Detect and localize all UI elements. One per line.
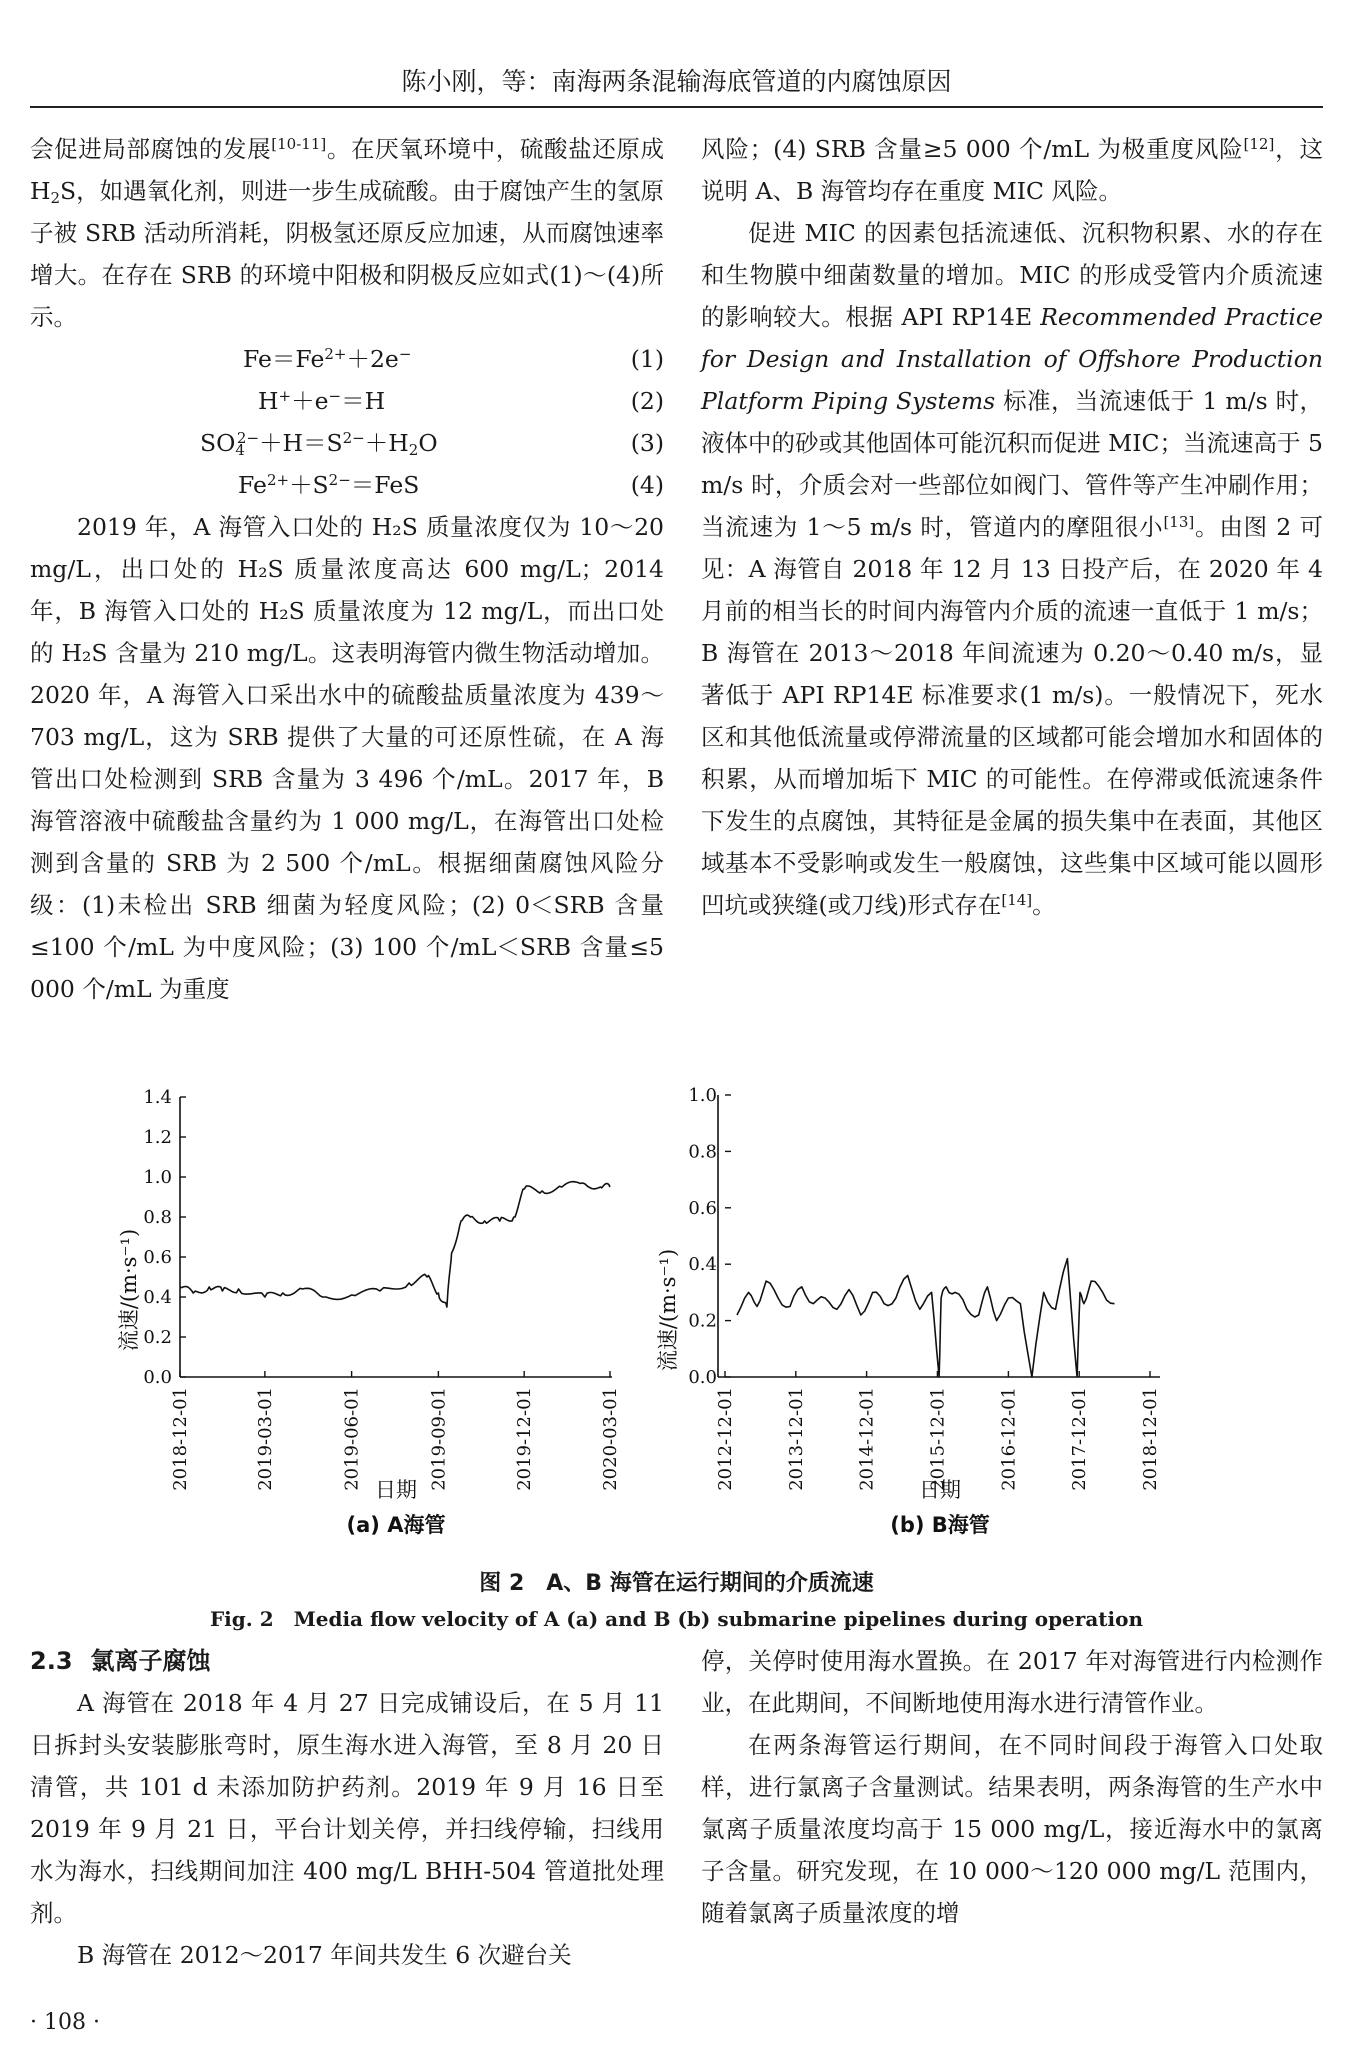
right-column-bottom: [701, 1640, 1323, 1934]
x-tick-label: 2018-12-01: [170, 1387, 191, 1491]
paragraph: A 海管在 2018 年 4 月 27 日完成铺设后，在 5 月 11 日拆封头安装膨胀弯时，原生海水进入海管，至 8 月 20 日清管，共 101 d 未添加防护药剂。2019 年 9 月 16 日至 2019 年 9 月 21 日，平台计划关停，并扫线停输，扫线用水为海水，扫线期间加注 400 mg/L BHH-504 管道批处理剂。: [30, 1689, 664, 1927]
left-column-bottom: [30, 1640, 664, 1976]
y-tick-label: 1.4: [143, 1087, 172, 1108]
x-tick-label: 2019-06-01: [341, 1387, 363, 1491]
chart-b: [650, 1080, 1290, 1540]
left-column: [30, 128, 664, 1010]
x-tick-label: 2016-12-01: [998, 1387, 1020, 1491]
y-axis-label: 流速/(m·s⁻¹): [656, 1248, 680, 1372]
y-tick-label: 0.8: [143, 1207, 172, 1228]
x-axis-label: 日期: [919, 1478, 961, 1502]
y-tick-label: 0.0: [688, 1367, 717, 1388]
paragraph: 会促进局部腐蚀的发展[10-11]。在厌氧环境中，硫酸盐还原成 $H_2S$，如遇氧化剂，则进一步生成硫酸。由于腐蚀产生的氢原子被 SRB 活动所消耗，阴极氢还原反应加速，从而腐蚀速率增大。在存在 SRB 的环境中阳极和阴极反应如式(1)～(4)所示。: [30, 135, 665, 331]
x-tick-label: 2015-12-01: [927, 1387, 949, 1491]
y-axis-label: 流速/(m·s⁻¹): [117, 1228, 141, 1352]
x-tick-label: 2014-12-01: [856, 1387, 878, 1491]
y-tick-label: 0.6: [688, 1197, 717, 1219]
y-tick-label: 1.2: [143, 1127, 172, 1148]
paragraph: 2019 年，A 海管入口处的 H₂S 质量浓度仅为 10～20 mg/L，出口处的 H₂S 质量浓度高达 600 mg/L；2014 年，B 海管入口处的 H₂S 质量浓度为 12 mg/L，而出口处的 H₂S 含量为 210 mg/L。这表明海管内微生物活动增加。2020 年，A 海管入口采出水中的硫酸盐质量浓度为 439～703 mg/L，这为 SRB 提供了大量的可还原性硫，在 A 海管出口处检测到 SRB 含量为 3 496 个/mL。2017 年，B 海管溶液中硫酸盐含量约为 1 000 mg/L，在海管出口处检测到含量的 SRB 为 2 500 个/mL。根据细菌腐蚀风险分级：(1)未检出 SRB 细菌为轻度风险；(2) 0＜SRB 含量≤100 个/mL 为中度风险；(3) 100 个/mL＜SRB 含量≤5 000 个/mL 为重度: [30, 513, 664, 1003]
figure-caption-en: Fig. 2 Media flow velocity of A (a) and B (b) submarine pipelines during operation: [209, 1607, 1143, 1631]
x-axis-label: 日期: [375, 1478, 417, 1502]
paragraph: 风险；(4) SRB 含量≥5 000 个/mL 为极重度风险[12]，这说明 A、B 海管均存在重度 MIC 风险。: [701, 135, 1323, 205]
y-tick-label: 0.6: [143, 1247, 172, 1268]
paragraph: 在两条海管运行期间，在不同时间段于海管入口处取样，进行氯离子含量测试。结果表明，两条海管的生产水中氯离子质量浓度均高于 15 000 mg/L，接近海水中的氯离子含量。研究发现，在 10 000～120 000 mg/L 范围内，随着氯离子质量浓度的增: [701, 1731, 1323, 1927]
equation-1: $Fe=Fe^{2+}+2e^-$ (1): [243, 345, 664, 373]
x-tick-label: 2019-12-01: [514, 1387, 536, 1491]
chart-subtitle: (b) B海管: [890, 1513, 990, 1537]
y-tick-label: 1.0: [143, 1167, 172, 1188]
x-tick-label: 2020-03-01: [600, 1387, 621, 1491]
header-rule: [30, 106, 1323, 108]
x-tick-label: 2019-03-01: [254, 1387, 276, 1491]
section-heading: 2.3 氯离子腐蚀: [30, 1647, 211, 1675]
paragraph: B 海管在 2012～2017 年间共发生 6 次避台关: [77, 1941, 572, 1969]
y-tick-label: 0.2: [143, 1327, 172, 1348]
equation-2: H+＋e−＝H (2): [258, 387, 664, 415]
running-header: 陈小刚，等：南海两条混输海底管道的内腐蚀原因: [401, 67, 952, 96]
y-tick-label: 0.4: [688, 1254, 717, 1276]
paragraph: 促进 MIC 的因素包括流速低、沉积物积累、水的存在和生物膜中细菌数量的增加。MIC 的形成受管内介质流速的影响较大。根据 API RP14E Recommended Practice for Design and Installation of Offshore Production Platform Piping Systems 标准，当流速低于 1 m/s 时，液体中的砂或其他固体可能沉积而促进 MIC；当流速高于 5 m/s 时，介质会对一些部位如阀门、管件等产生冲刷作用；当流速为 1～5 m/s 时，管道内的摩阻很小[13]。由图 2 可见：A 海管自 2018 年 12 月 13 日投产后，在 2020 年 4 月前的相当长的时间内海管内介质的流速一直低于 1 m/s；B 海管在 2013～2018 年间流速为 0.20～0.40 m/s，显著低于 API RP14E 标准要求(1 m/s)。一般情况下，死水区和其他低流量或停滞流量的区域都可能会增加水和固体的积累，从而增加垢下 MIC 的可能性。在停滞或低流速条件下发生的点腐蚀，其特征是金属的损失集中在表面，其他区域基本不受影响或发生一般腐蚀，这些集中区域可能以圆形凹坑或狭缝(或刀线)形式存在[14]。: [701, 219, 1324, 919]
y-tick-label: 0.0: [143, 1367, 172, 1388]
chart-subtitle: (a) A海管: [346, 1513, 446, 1537]
x-tick-label: 2018-12-01: [1140, 1387, 1161, 1491]
y-tick-label: 0.2: [688, 1310, 717, 1332]
equation-4: $Fe^{2+}+S^{2-}=FeS$ (4): [238, 471, 664, 499]
figure-caption-cn: 图 2 A、B 海管在运行期间的介质流速: [479, 1571, 874, 1596]
series-line: [737, 1259, 1115, 1377]
paragraph: 停，关停时使用海水置换。在 2017 年对海管进行内检测作业，在此期间，不间断地使用海水进行清管作业。: [701, 1647, 1323, 1717]
x-tick-label: 2019-09-01: [428, 1387, 450, 1491]
x-tick-label: 2013-12-01: [785, 1387, 807, 1491]
y-tick-label: 0.4: [143, 1287, 172, 1308]
x-tick-label: 2012-12-01: [715, 1387, 736, 1491]
series-line: [180, 1182, 610, 1307]
page-number: · 108 ·: [30, 2010, 100, 2035]
y-tick-label: 1.0: [688, 1085, 717, 1106]
chart-a: [100, 1080, 640, 1540]
right-column: [701, 128, 1323, 926]
equation-3: $SO_4^{2-}+H=S^{2-}+H_2O$ (3): [200, 429, 664, 459]
x-tick-label: 2017-12-01: [1069, 1387, 1091, 1491]
y-tick-label: 0.8: [688, 1141, 717, 1163]
